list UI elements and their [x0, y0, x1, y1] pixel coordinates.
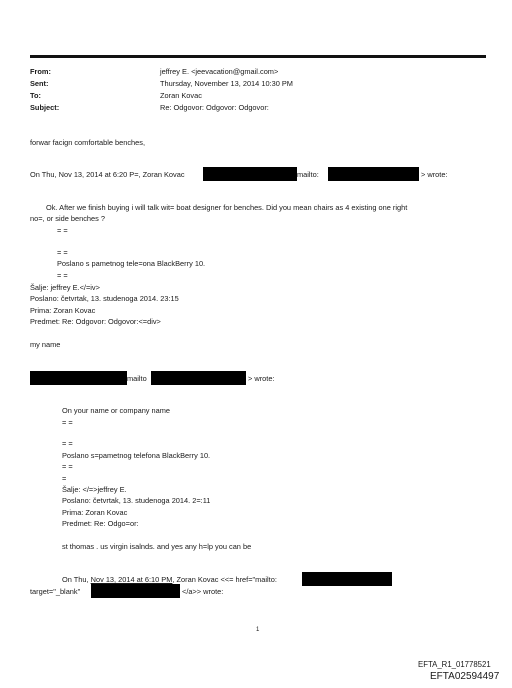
eq-line: = = [57, 271, 68, 280]
redaction-box [203, 167, 297, 181]
quote2-mailto: mailto [127, 374, 147, 383]
quote3-prefix-a: On Thu, [62, 575, 91, 584]
eq-line: = [62, 474, 67, 483]
body-line-1: forwar facign comfortable benches, [30, 138, 146, 147]
eq-line: = = [62, 462, 73, 471]
sent-from-line: Poslano s=pametnog telefona BlackBerry 10. [62, 451, 211, 460]
quote2-suffix: > wrote: [248, 374, 275, 383]
quote1-mailto: mailto: [297, 170, 319, 179]
your-name-line: On your name or company name [62, 406, 171, 415]
subject-value: Re: Odgovor: Odgovor: Odgovor: [160, 103, 269, 112]
quote3-date: Nov 13, 2014 at 6:10 PM [90, 575, 173, 584]
prima-line: Prima: Zoran Kovac [62, 508, 128, 517]
prima-line: Prima: Zoran Kovac [30, 306, 96, 315]
para1-line-1: Ok. After we finish buying i will talk wit= boat designer for benches. Did you mean chairs as 4 existing one right [46, 203, 408, 212]
eq-line: = = [57, 226, 68, 235]
header-rule [30, 55, 486, 58]
sent-value: Thursday, November 13, 2014 10:30 PM [160, 79, 293, 88]
my-name-line: my name [30, 340, 61, 349]
redaction-box [91, 584, 180, 598]
bates-number-1: EFTA_R1_01778521 [418, 660, 491, 669]
quote1-suffix: > wrote: [421, 170, 448, 179]
eq-line: = = [62, 439, 73, 448]
salje-line: Šalje: </=>jeffrey E. [62, 485, 127, 494]
to-value: Zoran Kovac [160, 91, 202, 100]
predmet-line: Predmet: Re: Odgo=or: [62, 519, 139, 528]
redaction-box [302, 572, 392, 586]
quote3-prefix [62, 576, 277, 583]
redaction-box [30, 371, 127, 385]
from-value: jeffrey E. <jeevacation@gmail.com> [160, 67, 279, 76]
redaction-box [151, 371, 246, 385]
from-label: From: [30, 67, 51, 76]
predmet-line: Predmet: Re: Odgovor: Odgovor:<=div> [30, 317, 161, 326]
poslano-line: Poslano: četvrtak, 13. studenoga 2014. 23:15 [30, 294, 179, 303]
redaction-box [328, 167, 419, 181]
subject-label: Subject: [30, 103, 60, 112]
salje-line: Šalje: jeffrey E.</=iv> [30, 283, 100, 292]
to-label: To: [30, 91, 41, 100]
quote3-prefix-c: , Zoran Kovac <<= href="mailto: [172, 575, 277, 584]
sent-label: Sent: [30, 79, 49, 88]
para1-line-2: no=, or side benches ? [30, 214, 105, 223]
quote1-prefix: On Thu, Nov 13, 2014 at 6:20 P=, Zoran Kovac [30, 170, 185, 179]
quote3-suffix: </a>> wrote: [182, 587, 224, 596]
page-number: 1 [256, 627, 260, 633]
eq-line: = = [62, 418, 73, 427]
bates-number-2: EFTA02594497 [430, 671, 500, 682]
poslano-line: Poslano: četvrtak, 13. studenoga 2014. 2=:11 [62, 496, 211, 505]
quote3-target: target="_blank" [30, 587, 81, 596]
sent-from-line: Poslano s pametnog tele=ona BlackBerry 10. [57, 259, 206, 268]
st-thomas-line: st thomas . us virgin isalnds. and yes any h=lp you can be [62, 542, 252, 551]
eq-line: = = [57, 248, 68, 257]
